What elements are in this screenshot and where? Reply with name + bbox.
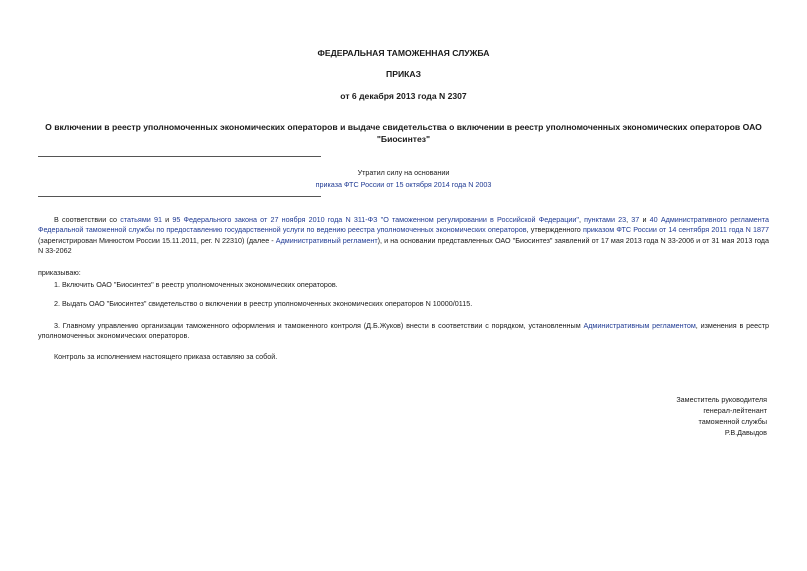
order-word: приказываю: (38, 268, 81, 277)
preamble-text: В соответствии со (54, 215, 121, 224)
preamble-text: и (639, 215, 650, 224)
signature-rank: генерал-лейтенант (703, 406, 767, 416)
signature-block (676, 394, 767, 439)
order-item-3 (38, 321, 769, 342)
link-admin-regulation[interactable]: 40 Административного регламента Федеральной таможенной службы по предоставлению государственной услуги по ведению реестра уполномоченных экономических операторов (38, 215, 769, 235)
preamble-text: , (578, 215, 585, 224)
control-clause: Контроль за исполнением настоящего приказа оставляю за собой. (54, 352, 278, 361)
preamble-text: ), и на основании представленных ОАО "Биосинтез" заявлений от 17 мая 2013 года N 33-2006 и от 31 мая 2013 года N 33-2062 (38, 235, 769, 256)
link-clause-23[interactable]: пунктами 23 (584, 215, 627, 224)
doc-date-number: от 6 декабря 2013 года N 2307 (340, 91, 467, 101)
agency-heading: ФЕДЕРАЛЬНАЯ ТАМОЖЕННАЯ СЛУЖБА (317, 48, 490, 58)
order-item-3-text: , изменения в реестр уполномоченных экономических операторов. (38, 321, 769, 341)
preamble-text: и (161, 215, 173, 224)
preamble-text: , утвержденного (526, 225, 583, 235)
signature-service: таможенной службы (698, 417, 767, 427)
order-item-1: 1. Включить ОАО "Биосинтез" в реестр уполномоченных экономических операторов. (54, 280, 338, 289)
preamble-text: , (626, 215, 632, 224)
doc-title: О включении в реестр уполномоченных экономических операторов и выдаче свидетельства о включении в реестр уполномоченных экономических операторов ОАО "Биосинтез" (45, 122, 762, 145)
divider-top (38, 156, 321, 157)
link-clause-37[interactable]: 37 (631, 215, 640, 224)
signature-name: Р.В.Давыдов (724, 428, 767, 438)
preamble-text: (зарегистрирован Минюстом России 15.11.2011, рег. N 22310) (далее - (38, 235, 276, 245)
link-article-91[interactable]: статьями 91 (120, 215, 162, 224)
signature-position: Заместитель руководителя (676, 395, 767, 404)
link-order-1877[interactable]: приказом ФТС России от 14 сентября 2011 года N 1877 (582, 225, 769, 235)
order-item-2: 2. Выдать ОАО "Биосинтез" свидетельство о включении в реестр уполномоченных экономических операторов N 10000/0115. (54, 299, 473, 308)
link-federal-law-311[interactable]: 95 Федерального закона от 27 ноября 2010 года N 311-ФЗ "О таможенном регулировании в Российской Федерации" (172, 215, 579, 224)
order-item-3-text: 3. Главному управлению организации таможенного оформления и таможенного контроля (Д.Б.Жуков) внести в соответствии с порядком, установленным (54, 321, 584, 330)
basis-order-link[interactable]: приказа ФТС России от 15 октября 2014 года N 2003 (315, 180, 492, 189)
doc-type-heading: ПРИКАЗ (386, 69, 421, 79)
link-admin-regulation-short[interactable]: Административный регламент (275, 235, 378, 245)
preamble-paragraph (38, 215, 769, 257)
divider-bottom (38, 196, 321, 197)
link-admin-regulation-item3[interactable]: Административным регламентом (583, 321, 696, 330)
lost-force-note: Утратил силу на основании (357, 168, 450, 177)
